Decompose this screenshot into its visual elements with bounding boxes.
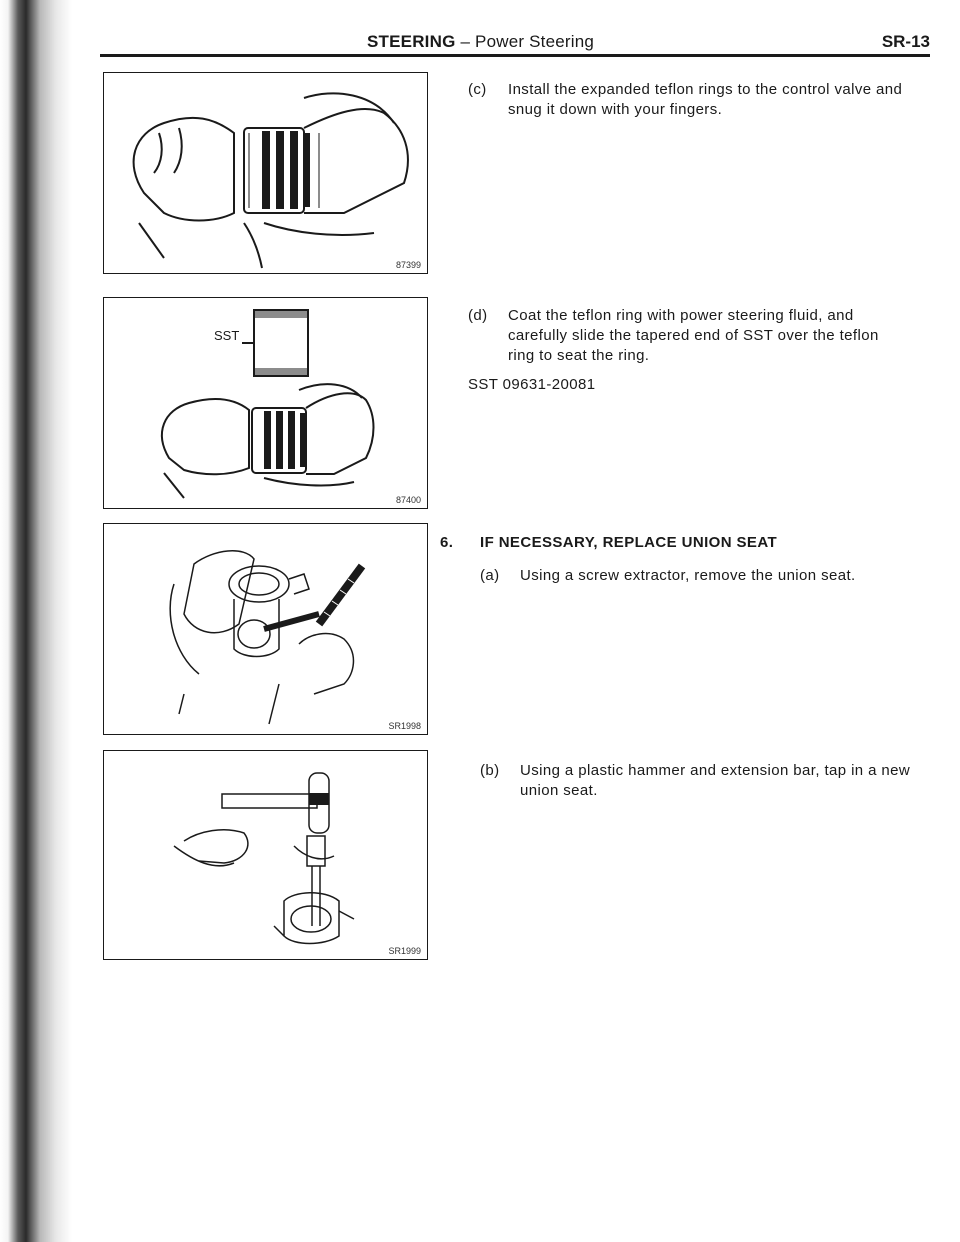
step-c-letter: (c) [468, 81, 487, 98]
step-a [480, 566, 930, 586]
section-title: IF NECESSARY, REPLACE UNION SEAT [480, 534, 778, 551]
step-d-letter: (d) [468, 307, 488, 324]
figure-screw-extractor [103, 523, 428, 735]
illustration-hammer-union-seat [104, 751, 427, 959]
book-spine-shadow [0, 0, 72, 1242]
illustration-hands-valve [104, 73, 427, 273]
figure-code: SR1998 [388, 721, 421, 731]
step-b-letter: (b) [480, 762, 500, 779]
section-6-heading [440, 533, 910, 553]
sst-part-number: SST 09631-20081 [468, 376, 596, 393]
header-title [367, 32, 594, 52]
figure-code: 87399 [395, 260, 421, 270]
step-b-text: Using a plastic hammer and extension bar, tap in a new union seat. [520, 762, 911, 799]
sst-callout-label: SST [214, 328, 240, 343]
step-d [468, 306, 928, 370]
illustration-sst-tool [104, 298, 427, 508]
step-c [468, 80, 928, 124]
illustration-screw-extractor [104, 524, 427, 734]
step-d-text: Coat the teflon ring with power steering fluid, and carefully slide the tapered end of SST over the teflon ring to seat the ring. [508, 307, 879, 364]
step-a-letter: (a) [480, 567, 500, 584]
figure-hammer-tap-in [103, 750, 428, 960]
figure-installing-teflon-rings [103, 72, 428, 274]
section-number: 6. [440, 534, 454, 551]
header-section: STEERING [367, 32, 456, 51]
step-b [480, 761, 930, 805]
figure-code: SR1999 [388, 946, 421, 956]
header-dash: – [455, 32, 476, 51]
header-subsection: Power Steering [475, 32, 595, 51]
page-number: SR-13 [881, 32, 930, 51]
figure-code: 87400 [395, 495, 421, 505]
figure-sst-over-rings [103, 297, 428, 509]
step-a-text: Using a screw extractor, remove the union seat. [520, 567, 856, 584]
step-c-text: Install the expanded teflon rings to the control valve and snug it down with your fingers. [508, 81, 903, 118]
page-header [100, 30, 930, 57]
